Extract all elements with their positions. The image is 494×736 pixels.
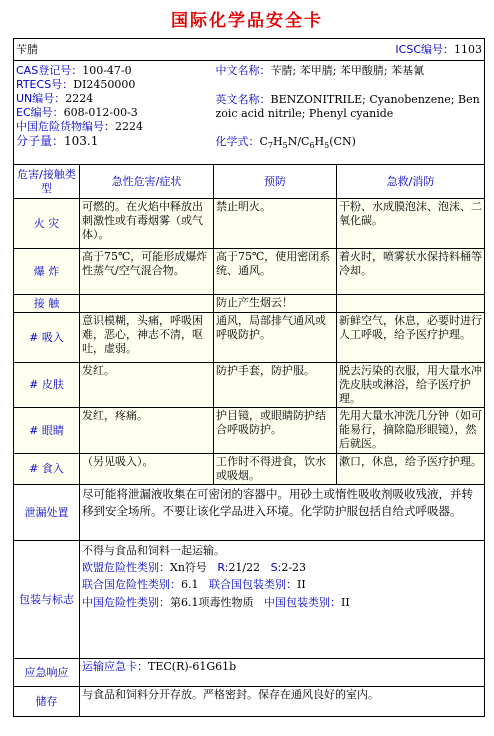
table-row <box>14 454 485 485</box>
packaging-section <box>14 541 485 659</box>
table-row <box>14 408 485 454</box>
packaging-line-1: 不得与食品和饲料一起运输。 <box>82 544 225 557</box>
identifier-block <box>14 61 485 165</box>
table-row <box>14 295 485 313</box>
row-first-aid: 先用大量水冲洗几分钟（如可能易行，摘除隐形眼镜），然后就医。 <box>337 408 485 454</box>
row-prevention: 高于75℃，使用密闭系统、通风。 <box>214 249 337 295</box>
table-row <box>14 363 485 408</box>
row-first-aid: 漱口，休息，给予医疗护理。 <box>337 454 485 485</box>
cn-hazard-label: 中国危险货物编号： <box>16 120 115 133</box>
header-hazard: 急性危害/症状 <box>80 165 214 199</box>
row-prevention: 护目镜，或眼睛防护结合呼吸防护。 <box>214 408 337 454</box>
formula-value: $C_7H_5N/C_6H_5(CN)$ <box>259 135 356 151</box>
rtecs-value: DI2450000 <box>73 78 136 91</box>
row-type-inhalation: # 吸入 <box>14 313 80 363</box>
cn-name-label: 中文名称： <box>215 64 271 77</box>
row-prevention: 防护手套，防护服。 <box>214 363 337 408</box>
row-prevention: 禁止明火。 <box>214 199 337 249</box>
row-prevention: 防止产生烟云！ <box>214 295 337 313</box>
row-hazard: 发红。 <box>80 363 214 408</box>
row-hazard <box>80 295 214 313</box>
header-type: 危害/接触类型 <box>14 165 80 199</box>
cn-hazard-value: 2224 <box>115 120 143 133</box>
emergency-label: 应急响应 <box>14 659 80 687</box>
row-type-fire: 火 灾 <box>14 199 80 249</box>
spill-label: 泄漏处置 <box>14 485 80 541</box>
en-name-value: BENZONITRILE; Cyanobenzene; Benzoic acid nitrile; Phenyl cyanide <box>215 93 480 120</box>
mw-label: 分子量： <box>16 134 65 148</box>
row-first-aid: 着火时，喷雾状水保持料桶等冷却。 <box>337 249 485 295</box>
row-first-aid: 新鲜空气，休息，必要时进行人工呼吸，给予医疗护理。 <box>337 313 485 363</box>
storage-label: 储存 <box>14 687 80 717</box>
cn-name-value: 苄腈; 苯甲腈; 苯甲酸腈; 苯基氰 <box>270 64 425 77</box>
row-prevention: 工作时不得进食，饮水或吸烟。 <box>214 454 337 485</box>
un-value: 2224 <box>65 92 94 105</box>
un-classification: 联合国危险性类别：6.1 联合国包装类别：II <box>82 578 306 591</box>
name-bar <box>14 39 485 61</box>
storage-text: 与食品和饲料分开存放。严格密封。保存在通风良好的室内。 <box>80 687 485 717</box>
row-type-explosion: 爆 炸 <box>14 249 80 295</box>
table-row <box>14 313 485 363</box>
header-first-aid: 急救/消防 <box>337 165 485 199</box>
cn-classification: 中国危险性类别：第6.1项毒性物质 中国包装类别：II <box>82 596 350 609</box>
row-hazard: 可燃的。在火焰中释放出刺激性或有毒烟雾（或气体）。 <box>80 199 214 249</box>
table-row <box>14 249 485 295</box>
mw-value: 103.1 <box>64 134 99 148</box>
safety-card-table <box>13 38 485 717</box>
eu-classification: 欧盟危险性类别：Xn符号 R:21/22 S:2-23 <box>82 561 307 574</box>
chemical-name: 苄腈 <box>16 42 38 56</box>
row-hazard: 发红，疼痛。 <box>80 408 214 454</box>
row-first-aid: 干粉、水成膜泡沫、泡沫、二氧化碳。 <box>337 199 485 249</box>
card-title: 国际化学品安全卡 <box>171 11 323 31</box>
storage-section <box>14 687 485 717</box>
row-type-eyes: # 眼睛 <box>14 408 80 454</box>
ec-value: 608-012-00-3 <box>63 106 138 119</box>
en-name-label: 英文名称： <box>215 93 271 106</box>
ec-label: EC编号： <box>16 106 64 119</box>
rtecs-label: RTECS号： <box>16 78 74 91</box>
row-first-aid: 脱去污染的衣服，用大量水冲洗皮肤或淋浴，给予医疗护理。 <box>337 363 485 408</box>
icsc-value: 1103 <box>454 42 482 56</box>
row-hazard: 意识模糊，头痛，呼吸困难，恶心，神志不清，呕吐，虚弱。 <box>80 313 214 363</box>
table-row <box>14 199 485 249</box>
column-headers <box>14 165 485 199</box>
formula-label: 化学式： <box>215 135 260 148</box>
header-prevention: 预防 <box>214 165 337 199</box>
packaging-label: 包装与标志 <box>14 541 80 659</box>
row-hazard: 高于75℃，可能形成爆炸性蒸气/空气混合物。 <box>80 249 214 295</box>
row-type-ingestion: # 食入 <box>14 454 80 485</box>
row-type-skin: # 皮肤 <box>14 363 80 408</box>
emergency-section <box>14 659 485 687</box>
cas-label: CAS登记号： <box>16 64 83 77</box>
cas-value: 100-47-0 <box>82 64 132 77</box>
spill-text: 尽可能将泄漏液收集在可密闭的容器中。用砂土或惰性吸收剂吸收残液，并转移到安全场所。不要让该化学品进入环境。化学防护服包括自给式呼吸器。 <box>80 485 485 541</box>
spill-section <box>14 485 485 541</box>
row-prevention: 通风，局部排气通风或呼吸防护。 <box>214 313 337 363</box>
icsc-label: ICSC编号： <box>395 42 454 56</box>
transport-card-value: TEC(R)-61G61b <box>148 660 237 673</box>
un-label: UN编号： <box>16 92 66 105</box>
row-hazard: （另见吸入）。 <box>80 454 214 485</box>
row-type-contact: 接 触 <box>14 295 80 313</box>
transport-card-label: 运输应急卡： <box>82 660 148 673</box>
row-first-aid <box>337 295 485 313</box>
